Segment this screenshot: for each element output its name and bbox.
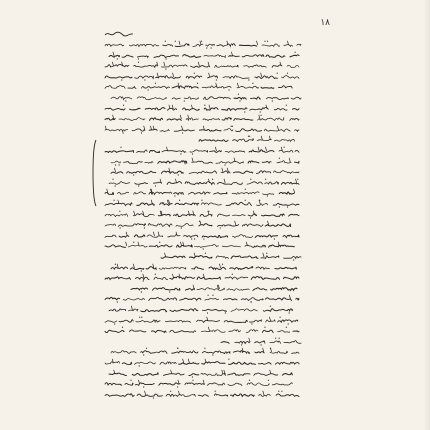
- page-number: ۱۸: [320, 18, 330, 28]
- handwritten-line: [104, 188, 296, 197]
- handwritten-line: [104, 316, 300, 325]
- handwritten-line: [104, 146, 300, 155]
- handwritten-line: [104, 125, 300, 134]
- handwritten-line: [104, 61, 300, 70]
- handwritten-line: [104, 114, 300, 123]
- handwritten-line: [108, 178, 300, 187]
- handwritten-line: [198, 135, 302, 144]
- handwritten-line: [104, 231, 300, 240]
- handwritten-line: [160, 252, 302, 261]
- handwritten-line: [104, 82, 298, 91]
- handwritten-line: [104, 358, 300, 367]
- handwritten-line: [104, 294, 300, 303]
- handwritten-line: [104, 104, 300, 113]
- handwritten-line: [110, 157, 300, 166]
- handwritten-line: [108, 369, 300, 378]
- handwritten-line: [108, 51, 300, 60]
- handwritten-line: [110, 93, 302, 102]
- handwritten-line: [104, 72, 300, 81]
- handwritten-line: [220, 337, 302, 346]
- handwritten-line: [104, 199, 300, 208]
- handwritten-line: [104, 220, 300, 229]
- handwritten-line: [104, 379, 296, 388]
- handwritten-line: [104, 390, 300, 399]
- handwritten-line: [104, 210, 300, 219]
- handwritten-line: [104, 326, 300, 335]
- handwritten-line: [104, 273, 300, 282]
- handwritten-line: [104, 40, 302, 49]
- handwritten-line: [130, 284, 300, 293]
- handwritten-line: [110, 167, 300, 176]
- handwritten-line: [104, 241, 300, 250]
- handwritten-line: [110, 263, 302, 272]
- handwritten-line: [108, 305, 300, 314]
- handwritten-line: [110, 347, 300, 356]
